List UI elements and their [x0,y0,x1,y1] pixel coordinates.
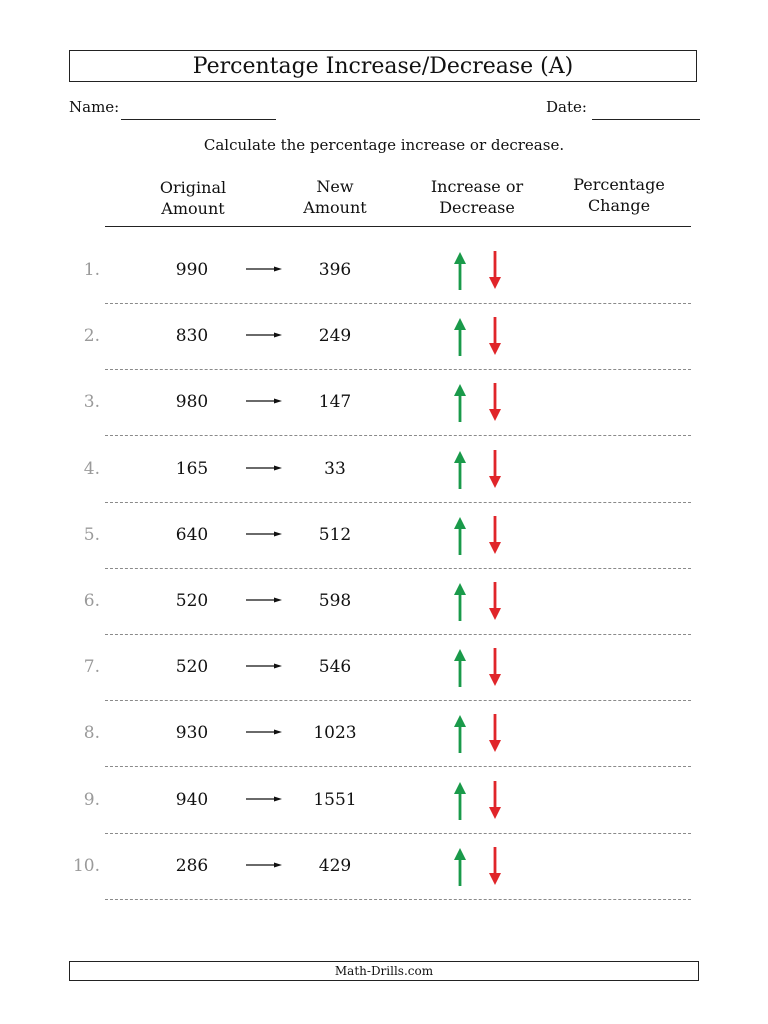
original-amount: 990 [175,260,209,280]
new-amount: 429 [318,856,352,876]
header-original-line2: Amount [161,199,225,218]
original-amount: 286 [175,856,209,876]
new-amount: 546 [318,657,352,677]
worksheet-title: Percentage Increase/Decrease (A) [192,53,574,79]
new-amount: 147 [318,392,352,412]
up-arrow-icon[interactable] [453,782,467,820]
problem-row [0,700,768,766]
problem-number: 5. [83,525,100,545]
new-amount: 1551 [313,790,357,810]
down-arrow-icon[interactable] [488,383,502,421]
down-arrow-icon[interactable] [488,516,502,554]
new-amount: 598 [318,591,352,611]
problem-row [0,369,768,435]
header-pct-line2: Change [587,196,651,215]
problem-number: 7. [83,657,100,677]
down-arrow-icon[interactable] [488,648,502,686]
down-arrow-icon[interactable] [488,251,502,289]
problem-row [0,833,768,899]
header-increase-decrease [412,176,542,218]
name-field[interactable] [121,119,276,120]
down-arrow-icon[interactable] [488,714,502,752]
up-arrow-icon[interactable] [453,715,467,753]
problem-number: 9. [83,790,100,810]
problem-number: 8. [83,723,100,743]
right-arrow-icon [246,529,282,539]
new-amount: 396 [318,260,352,280]
problem-row [0,634,768,700]
header-rule [105,226,691,227]
problem-row [0,436,768,502]
down-arrow-icon[interactable] [488,847,502,885]
problem-row [0,237,768,303]
new-amount: 512 [318,525,352,545]
down-arrow-icon[interactable] [488,317,502,355]
original-amount: 165 [175,459,209,479]
header-new-line1: New [316,177,354,196]
up-arrow-icon[interactable] [453,517,467,555]
problem-row [0,502,768,568]
problem-number: 4. [83,459,100,479]
right-arrow-icon [246,794,282,804]
problem-row [0,568,768,634]
up-arrow-icon[interactable] [453,318,467,356]
right-arrow-icon [246,661,282,671]
up-arrow-icon[interactable] [453,649,467,687]
problem-number: 2. [83,326,100,346]
up-arrow-icon[interactable] [453,848,467,886]
right-arrow-icon [246,860,282,870]
original-amount: 980 [175,392,209,412]
original-amount: 520 [175,591,209,611]
name-label: Name: [69,98,120,116]
up-arrow-icon[interactable] [453,451,467,489]
problem-row [0,767,768,833]
worksheet-title-box [69,50,697,82]
instructions: Calculate the percentage increase or decrease. [203,136,565,154]
right-arrow-icon [246,595,282,605]
new-amount: 1023 [313,723,357,743]
problem-row [0,303,768,369]
up-arrow-icon[interactable] [453,384,467,422]
date-field[interactable] [592,119,700,120]
down-arrow-icon[interactable] [488,450,502,488]
footer-text: Math-Drills.com [334,964,434,978]
header-new-line2: Amount [303,198,367,217]
original-amount: 940 [175,790,209,810]
footer-box [69,961,699,981]
header-percentage-change [559,174,679,216]
row-divider [105,899,691,900]
down-arrow-icon[interactable] [488,781,502,819]
header-incdec-line2: Decrease [439,198,515,217]
down-arrow-icon[interactable] [488,582,502,620]
up-arrow-icon[interactable] [453,583,467,621]
problem-number: 1. [83,260,100,280]
original-amount: 640 [175,525,209,545]
date-label: Date: [546,98,587,116]
new-amount: 33 [324,459,346,479]
new-amount: 249 [318,326,352,346]
problem-number: 6. [83,591,100,611]
problem-number: 3. [83,392,100,412]
original-amount: 830 [175,326,209,346]
header-new-amount [284,176,386,218]
original-amount: 930 [175,723,209,743]
problem-number: 10. [72,856,100,876]
header-incdec-line1: Increase or [430,177,524,196]
header-original-line1: Original [159,178,227,197]
right-arrow-icon [246,727,282,737]
right-arrow-icon [246,330,282,340]
right-arrow-icon [246,396,282,406]
header-original-amount [142,177,244,219]
up-arrow-icon[interactable] [453,252,467,290]
original-amount: 520 [175,657,209,677]
right-arrow-icon [246,264,282,274]
right-arrow-icon [246,463,282,473]
header-pct-line1: Percentage [573,175,665,194]
